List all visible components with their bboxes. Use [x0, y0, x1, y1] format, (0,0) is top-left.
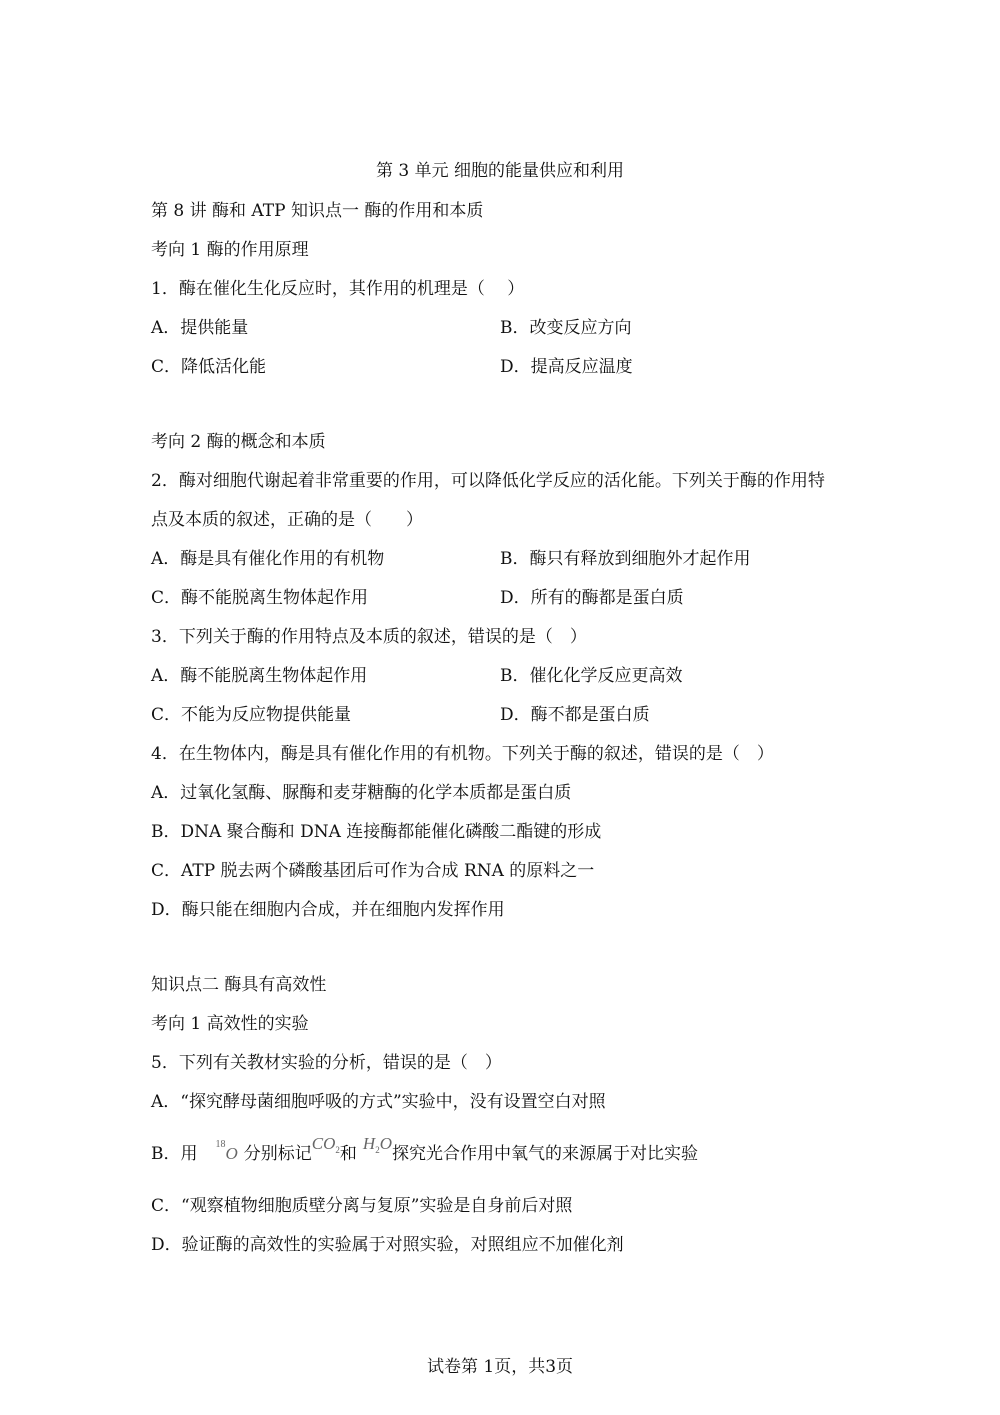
lecture-heading: 第 8 讲 酶和 ATP 知识点一 酶的作用和本质: [151, 201, 484, 221]
question-5-option-a: A．“探究酵母菌细胞呼吸的方式”实验中，没有设置空白对照: [151, 1092, 606, 1112]
question-3-option-a: A．酶不能脱离生物体起作用: [151, 666, 368, 686]
h-symbol: H: [362, 1134, 376, 1153]
question-5-option-b: [151, 1134, 698, 1168]
question-4-option-c: C．ATP 脱去两个磷酸基团后可作为合成 RNA 的原料之一: [151, 861, 595, 881]
oxygen-symbol: O: [225, 1144, 238, 1163]
question-5-option-c: C．“观察植物细胞质壁分离与复原”实验是自身前后对照: [151, 1196, 573, 1216]
question-2-stem-line1: 2．酶对细胞代谢起着非常重要的作用，可以降低化学反应的活化能。下列关于酶的作用特: [151, 471, 825, 491]
question-3-option-d: D．酶不都是蛋白质: [500, 705, 650, 725]
oxygen-18-formula: [215, 1139, 238, 1163]
subsection-heading: 考向 1 高效性的实验: [151, 1014, 309, 1034]
co2-subscript: 2: [335, 1145, 340, 1155]
unit-title: 第 3 单元 细胞的能量供应和利用: [375, 161, 625, 181]
h2o-subscript: 2: [375, 1145, 380, 1155]
option-b-text-1: 分别标记: [243, 1144, 312, 1164]
question-4-option-a: A．过氧化氢酶、脲酶和麦芽糖酶的化学本质都是蛋白质: [151, 783, 572, 803]
co-symbol: CO: [311, 1134, 336, 1153]
option-b-prefix: B．用: [151, 1144, 198, 1164]
subsection-heading: 考向 1 酶的作用原理: [151, 240, 309, 260]
question-4-option-b: B．DNA 聚合酶和 DNA 连接酶都能催化磷酸二酯键的形成: [151, 822, 602, 842]
question-2-option-d: D．所有的酶都是蛋白质: [500, 588, 684, 608]
option-b-text-2: 和: [339, 1144, 357, 1164]
question-1-stem: 1．酶在催化生化反应时，其作用的机理是（ ）: [151, 279, 525, 299]
section-heading: 知识点二 酶具有高效性: [151, 975, 327, 995]
question-2-stem-line2: 点及本质的叙述，正确的是（ ）: [151, 510, 423, 530]
co2-formula: [312, 1134, 340, 1153]
question-4-stem: 4．在生物体内，酶是具有催化作用的有机物。下列关于酶的叙述，错误的是（ ）: [151, 744, 774, 764]
question-3-option-b: B．催化化学反应更高效: [500, 666, 683, 686]
question-5-option-d: D．验证酶的高效性的实验属于对照实验，对照组应不加催化剂: [151, 1235, 624, 1255]
question-2-option-b: B．酶只有释放到细胞外才起作用: [500, 549, 751, 569]
page-footer: 试卷第 1页，共3页: [426, 1357, 574, 1377]
question-2-option-a: A．酶是具有催化作用的有机物: [151, 549, 385, 569]
subsection-heading: 考向 2 酶的概念和本质: [151, 432, 326, 452]
question-1-option-d: D．提高反应温度: [500, 357, 633, 377]
question-1-option-c: C．降低活化能: [151, 357, 267, 377]
o-symbol: O: [379, 1134, 392, 1153]
question-2-option-c: C．酶不能脱离生物体起作用: [151, 588, 369, 608]
question-1-option-b: B．改变反应方向: [500, 318, 632, 338]
question-4-option-d: D．酶只能在细胞内合成，并在细胞内发挥作用: [151, 900, 505, 920]
question-1-option-a: A．提供能量: [151, 318, 249, 338]
option-b-text-3: 探究光合作用中氧气的来源属于对比实验: [391, 1144, 698, 1164]
question-3-option-c: C．不能为反应物提供能量: [151, 705, 352, 725]
question-3-stem: 3．下列关于酶的作用特点及本质的叙述，错误的是（ ）: [151, 627, 587, 647]
question-5-stem: 5．下列有关教材实验的分析，错误的是（ ）: [151, 1053, 502, 1073]
h2o-formula: [363, 1134, 392, 1153]
isotope-superscript: 18: [215, 1139, 226, 1150]
